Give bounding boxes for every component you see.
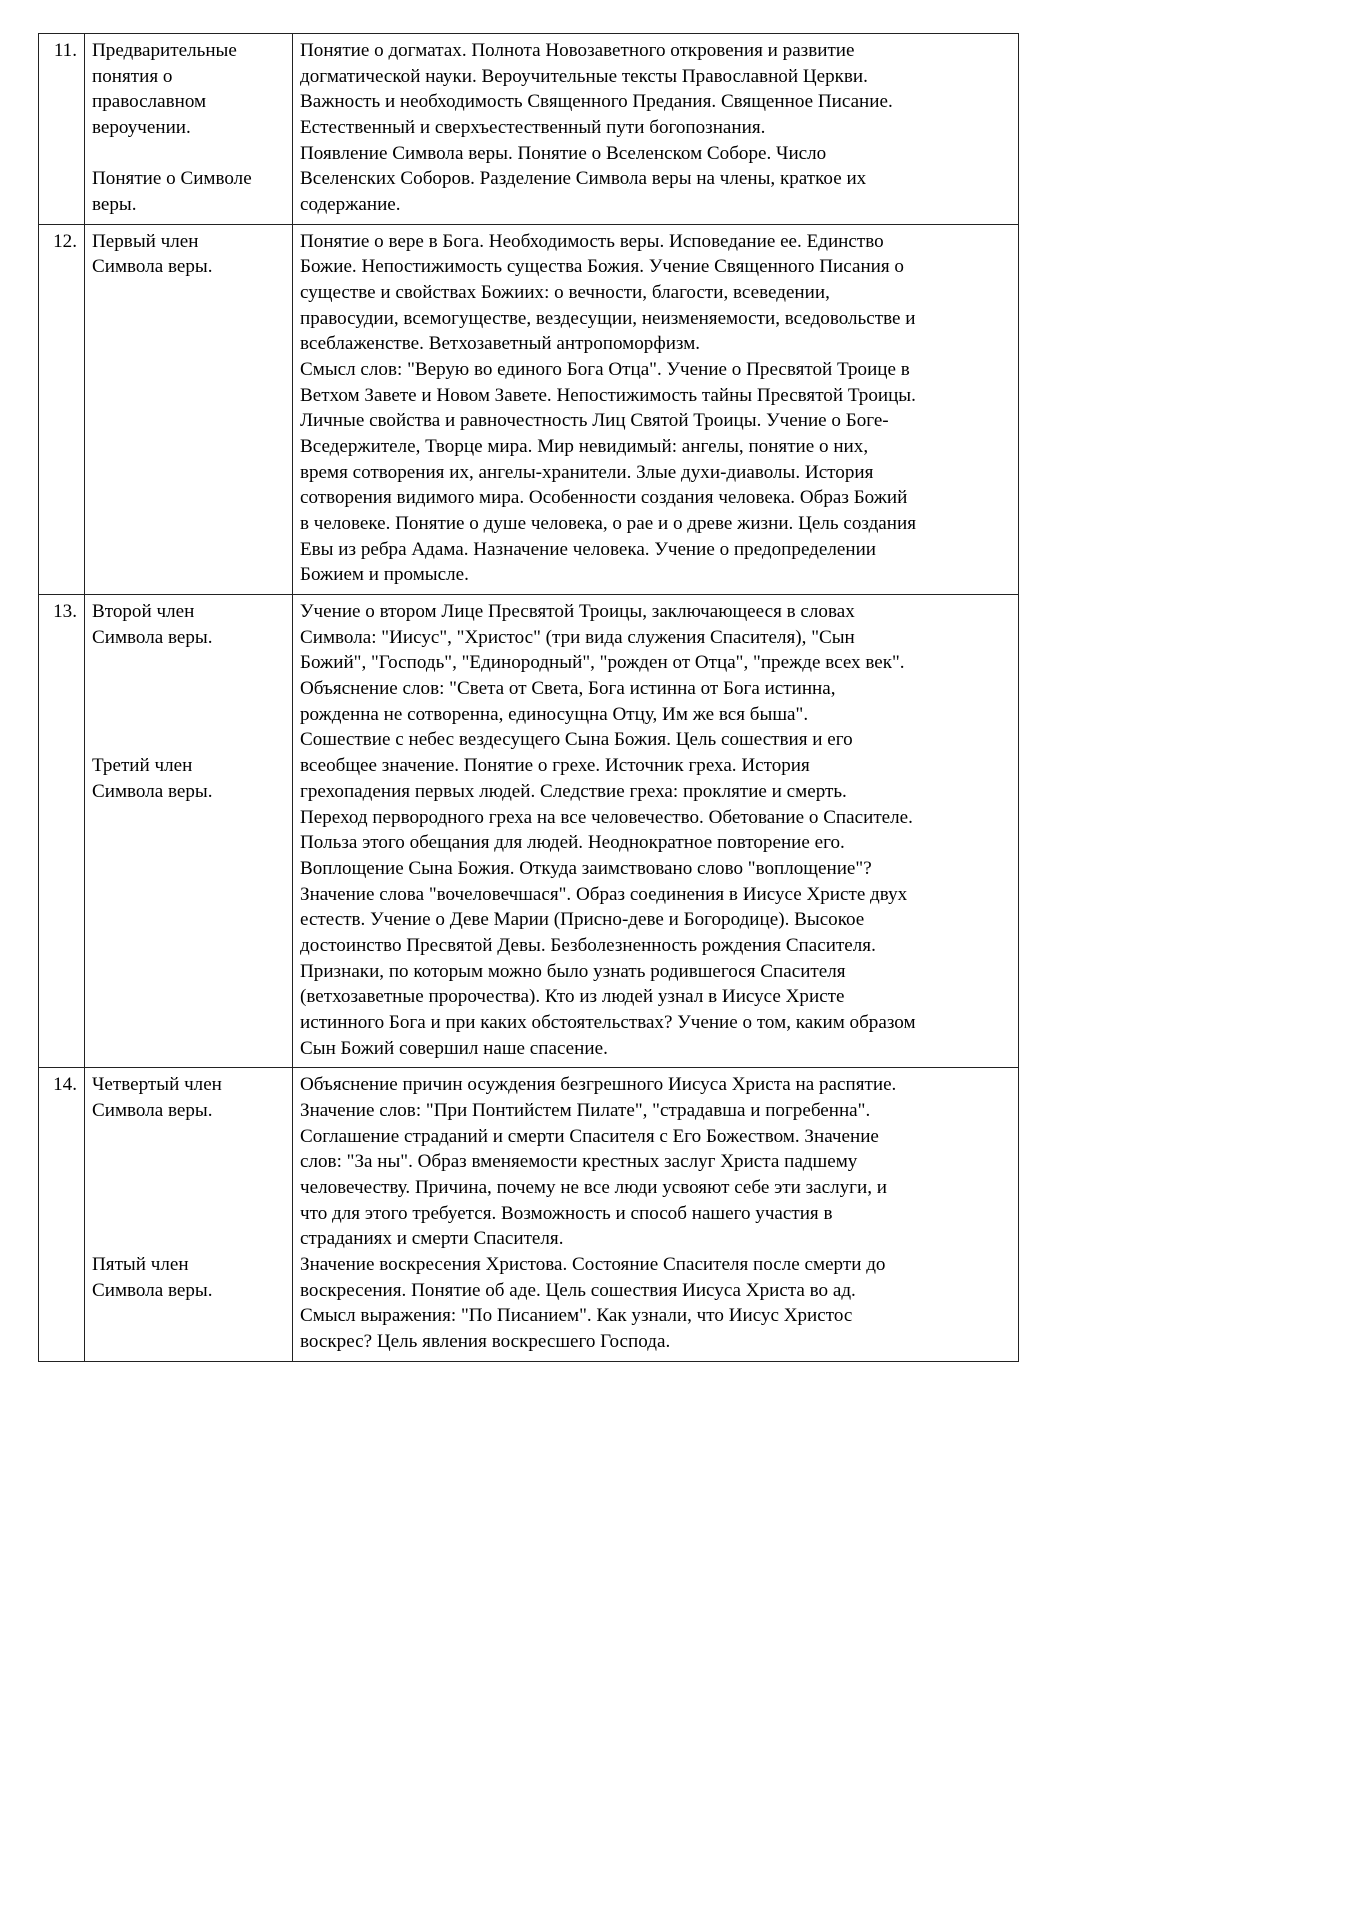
row-number: 11. <box>39 34 85 225</box>
topic-spacer <box>92 650 285 676</box>
row-topic <box>85 1068 293 1361</box>
row-content: Понятие о вере в Бога. Необходимость веры. Исповедание ее. Единство Божие. Непостижимость существа Божия. Учение Священного Писания о существе и свойствах Божиих: о вечности, благости, всеведении, правосудии, всемогуществе, вездесущии, неизменяемости, вседовольстве и всеблаженстве. Ветхозаветный антропоморфизм. Смысл слов: "Верую во единого Бога Отца". Учение о Пресвятой Троице в Ветхом Завете и Новом Завете. Непостижимость тайны Пресвятой Троицы. Личные свойства и равночестность Лиц Святой Троицы. Учение о Боге- Вседержителе, Творце мира. Мир невидимый: ангелы, понятие о них, время сотворения их, ангелы-хранители. Злые духи-диаволы. История сотворения видимого мира. Особенности создания человека. Образ Божий в человеке. Понятие о душе человека, о рае и о древе жизни. Цель создания Евы из ребра Адама. Назначение человека. Учение о предопределении Божием и промысле. <box>293 224 1019 594</box>
topic-part-1: Четвертый член Символа веры. <box>92 1074 222 1121</box>
topic-part-2: Понятие о Символе веры. <box>92 168 252 216</box>
topic-part-1: Предварительные понятия о православном вероучении. <box>92 40 237 139</box>
topic-spacer <box>92 1175 285 1201</box>
topic-spacer <box>92 1226 285 1252</box>
row-content: Объяснение причин осуждения безгрешного Иисуса Христа на распятие. Значение слов: "При Понтийстем Пилате", "страдавша и погребенна". Соглашение страданий и смерти Спасителя с Его Божеством. Значение слов: "За ны". Образ вменяемости крестных заслуг Христа падшему человечеству. Причина, почему не все люди усвояют себе эти заслуги, и что для этого требуется. Возможность и способ нашего участия в страданиях и смерти Спасителя. Значение воскресения Христова. Состояние Спасителя после смерти до воскресения. Понятие об аде. Цель сошествия Иисуса Христа во ад. Смысл выражения: "По Писанием". Как узнали, что Иисус Христос воскрес? Цель явления воскресшего Господа. <box>293 1068 1019 1361</box>
topic-part-2: Третий член Символа веры. <box>92 755 213 802</box>
row-topic <box>85 224 293 594</box>
syllabus-table-body <box>39 34 1019 1362</box>
topic-spacer <box>92 1201 285 1227</box>
table-row <box>39 34 1019 225</box>
syllabus-table <box>38 33 1019 1362</box>
row-topic <box>85 595 293 1068</box>
topic-spacer <box>92 676 285 702</box>
topic-spacer <box>92 141 285 167</box>
table-row <box>39 1068 1019 1361</box>
table-row <box>39 595 1019 1068</box>
row-number: 13. <box>39 595 85 1068</box>
row-number: 12. <box>39 224 85 594</box>
row-number: 14. <box>39 1068 85 1361</box>
topic-spacer <box>92 702 285 728</box>
topic-spacer <box>92 1124 285 1150</box>
table-row <box>39 224 1019 594</box>
topic-part-1: Первый член Символа веры. <box>92 230 213 278</box>
topic-spacer <box>92 728 285 754</box>
topic-spacer <box>92 1149 285 1175</box>
row-topic <box>85 34 293 225</box>
row-content: Понятие о догматах. Полнота Новозаветного откровения и развитие догматической науки. Вероучительные тексты Православной Церкви. Важность и необходимость Священного Предания. Священное Писание. Естественный и сверхъестественный пути богопознания. Появление Символа веры. Понятие о Вселенском Соборе. Число Вселенских Соборов. Разделение Символа веры на члены, краткое их содержание. <box>293 34 1019 225</box>
topic-part-1: Второй член Символа веры. <box>92 601 213 648</box>
topic-part-2: Пятый член Символа веры. <box>92 1254 213 1301</box>
row-content: Учение о втором Лице Пресвятой Троицы, заключающееся в словах Символа: "Иисус", "Христос" (три вида служения Спасителя), "Сын Божий", "Господь", "Единородный", "рожден от Отца", "прежде всех век". Объяснение слов: "Света от Света, Бога истинна от Бога истинна, рожденна не сотворенна, единосущна Отцу, Им же вся быша". Сошествие с небес вездесущего Сына Божия. Цель сошествия и его всеобщее значение. Понятие о грехе. Источник греха. История грехопадения первых людей. Следствие греха: проклятие и смерть. Переход первородного греха на все человечество. Обетование о Спасителе. Польза этого обещания для людей. Неоднократное повторение его. Воплощение Сына Божия. Откуда заимствовано слово "воплощение"? Значение слова "вочеловечшася". Образ соединения в Иисусе Христе двух естеств. Учение о Деве Марии (Присно-деве и Богородице). Высокое достоинство Пресвятой Девы. Безболезненность рождения Спасителя. Признаки, по которым можно было узнать родившегося Спасителя (ветхозаветные пророчества). Кто из людей узнал в Иисусе Христе истинного Бога и при каких обстоятельствах? Учение о том, каким образом Сын Божий совершил наше спасение. <box>293 595 1019 1068</box>
